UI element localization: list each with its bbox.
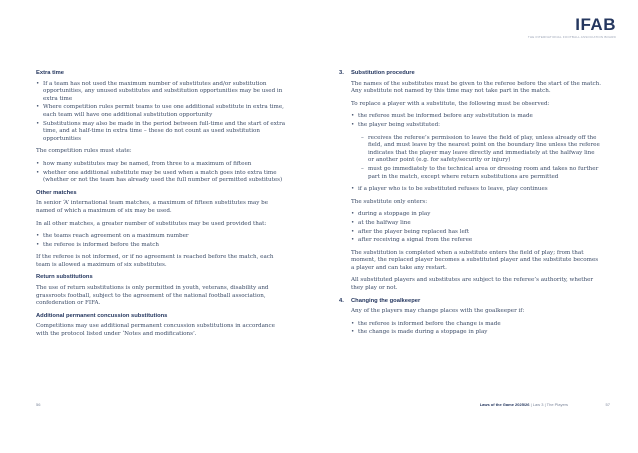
- list-item: • the referee is informed before the change is made: [351, 321, 601, 329]
- list-item: • at the halfway line: [351, 220, 601, 228]
- section-3-text-2: To replace a player with a substitute, the following must be observed:: [351, 100, 550, 107]
- law-name: The Players: [546, 402, 568, 407]
- list-item: • the referee is informed before the match: [36, 242, 288, 250]
- section-3-text-1: The names of the substitutes must be given to the referee before the start of the match. Any substitute not named by this time may not take part in the match.: [351, 80, 602, 95]
- other-matches-text-3: If the referee is not informed, or if no agreement is reached before the match, each team is allowed a maximum of six substitutes.: [36, 254, 274, 268]
- section-number: 3.: [339, 70, 344, 76]
- page-number-left: 56: [36, 402, 41, 407]
- list-item: • If a team has not used the maximum number of substitutes and/or substitution opportunities, any unused substitutes and substitution opportunities may be used in extra time: [36, 81, 288, 104]
- rules-list: [36, 161, 288, 185]
- law-number: Law 3: [532, 402, 544, 407]
- section-4-body: [339, 308, 601, 337]
- concussion-text: Competitions may use additional permanent concussion substitutions in accordance with the protocol listed under ‘Notes and modifications’.: [36, 323, 275, 338]
- section-3-body: [339, 81, 601, 293]
- list-item: • the teams reach agreement on a maximum number: [36, 233, 288, 241]
- separator: |: [529, 402, 533, 407]
- section-3-text-4: The substitution is completed when a substitute enters the field of play; from that moment, the replaced player becomes a substituted player and the substitute becomes a player and can take any restart.: [351, 249, 599, 271]
- other-matches-list: [36, 233, 288, 249]
- list-item: – receives the referee’s permission to leave the field of play, unless already off the field, and must leave by the nearest point on the boundary line unless the referee indicates that the player may leave directly and immediately at the halfway line or another point (e.g. for safety/security or injury): [361, 135, 601, 165]
- return-substitutions-heading: Return substitutions: [36, 274, 93, 281]
- list-item: – must go immediately to the technical area or dressing room and takes no further part in the match, except where return substitutions are permitted: [361, 166, 601, 181]
- other-matches-heading: Other matches: [36, 189, 77, 196]
- procedure-list: [351, 113, 601, 129]
- right-column: [339, 70, 601, 342]
- ifab-logo: IFAB: [575, 15, 616, 34]
- running-footer: [340, 402, 568, 407]
- separator: |: [543, 402, 547, 407]
- list-item: • Substitutions may also be made in the period between full-time and the start of extra time, and at half-time in extra time – these do not count as used substitution opportunities: [36, 121, 288, 144]
- substitute-enters-list: [351, 211, 601, 244]
- list-item: • the player being substituted:: [351, 122, 601, 130]
- section-3-heading: [339, 70, 601, 78]
- list-item: • Where competition rules permit teams to use one additional substitute in extra time, each team will have one additional substitution opportunity: [36, 104, 288, 119]
- substituted-player-list: [351, 135, 601, 182]
- list-item: • during a stoppage in play: [351, 211, 601, 219]
- section-title: Substitution procedure: [351, 70, 415, 76]
- list-item: • the change is made during a stoppage in play: [351, 329, 601, 337]
- section-number: 4.: [339, 297, 344, 304]
- refusal-list: [351, 186, 601, 194]
- extra-time-heading: Extra time: [36, 70, 65, 76]
- section-4-text-1: Any of the players may change places with the goalkeeper if:: [351, 308, 525, 315]
- goalkeeper-list: [351, 321, 601, 337]
- other-matches-text-1: In senior ‘A’ international team matches, a maximum of fifteen substitutes may be named of which a maximum of six may be used.: [36, 200, 269, 214]
- ifab-logo-subtitle: THE INTERNATIONAL FOOTBALL ASSOCIATION BOARD: [527, 35, 616, 39]
- extra-time-list: [36, 81, 288, 144]
- section-3-text-5: All substituted players and substitutes are subject to the referee’s authority, whether they play or not.: [351, 277, 594, 292]
- left-column: [36, 70, 288, 344]
- section-4-heading: [339, 298, 601, 306]
- other-matches-text-2: In all other matches, a greater number of substitutes may be used provided that:: [36, 220, 267, 227]
- section-title: Changing the goalkeeper: [351, 297, 421, 304]
- list-item: • after the player being replaced has left: [351, 229, 601, 237]
- page-number-right: 57: [605, 402, 610, 407]
- list-item: • the referee must be informed before any substitution is made: [351, 113, 601, 121]
- concussion-heading: Additional permanent concussion substitutions: [36, 312, 168, 319]
- book-title: Laws of the Game 2025/26: [479, 402, 530, 407]
- list-item: • how many substitutes may be named, from three to a maximum of fifteen: [36, 161, 288, 169]
- list-item: • if a player who is to be substituted refuses to leave, play continues: [351, 186, 601, 194]
- return-substitutions-text: The use of return substitutions is only permitted in youth, veterans, disability and grassroots football, subject to the agreement of the national football association, confederation or FIFA.: [36, 285, 269, 307]
- list-item: • whether one additional substitute may be used when a match goes into extra time (whether or not the team has already used the full number of permitted substitutes): [36, 170, 288, 185]
- list-item: • after receiving a signal from the referee: [351, 237, 601, 245]
- section-3-text-3: The substitute only enters:: [351, 198, 428, 205]
- rules-intro: The competition rules must state:: [36, 148, 132, 155]
